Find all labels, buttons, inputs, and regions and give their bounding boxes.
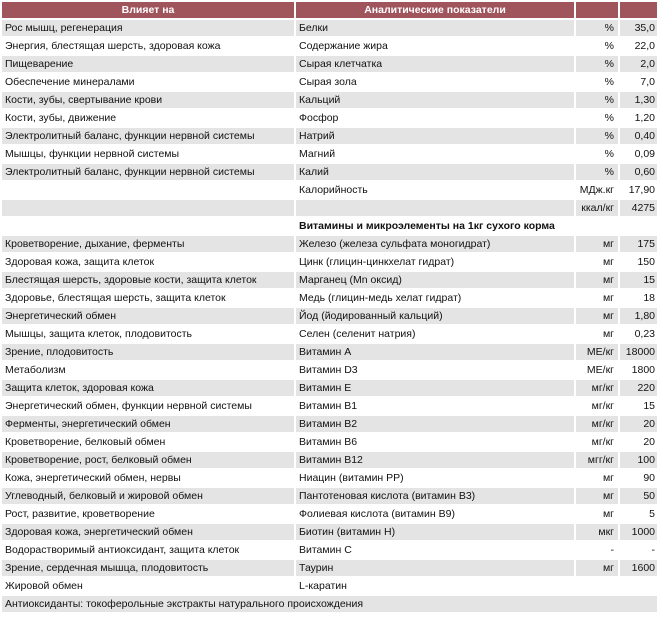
unit-cell: % [576, 20, 618, 36]
table-row [2, 542, 657, 558]
value-cell: 220 [620, 380, 657, 396]
unit-cell: % [576, 146, 618, 162]
unit-cell: мкг [576, 524, 618, 540]
empty-cell [296, 200, 574, 216]
indicator-cell: Витамин D3 [296, 362, 574, 378]
unit-cell: мг [576, 272, 618, 288]
unit-cell: % [576, 38, 618, 54]
table-body [2, 20, 657, 612]
affects-cell: Ферменты, энергетический обмен [2, 416, 294, 432]
value-cell: 35,0 [620, 20, 657, 36]
value-cell: 150 [620, 254, 657, 270]
affects-cell: Электролитный баланс, функции нервной системы [2, 128, 294, 144]
unit-cell: мг [576, 308, 618, 324]
empty-cell [2, 218, 294, 234]
indicator-cell: Витамин С [296, 542, 574, 558]
affects-cell: Здоровье, блестящая шерсть, защита клеток [2, 290, 294, 306]
indicator-cell: Фолиевая кислота (витамин В9) [296, 506, 574, 522]
table-row [2, 488, 657, 504]
table-row [2, 254, 657, 270]
unit-cell: % [576, 164, 618, 180]
indicator-cell: Пантотеновая кислота (витамин В3) [296, 488, 574, 504]
unit-cell: % [576, 56, 618, 72]
indicator-cell: Таурин [296, 560, 574, 576]
unit-cell: % [576, 110, 618, 126]
value-cell: 5 [620, 506, 657, 522]
table-row [2, 56, 657, 72]
value-cell: 15 [620, 272, 657, 288]
unit-cell: мгг/кг [576, 452, 618, 468]
unit-cell: мг/кг [576, 398, 618, 414]
table-row [2, 470, 657, 486]
value-cell: 18 [620, 290, 657, 306]
affects-cell: Кроветворение, дыхание, ферменты [2, 236, 294, 252]
indicator-cell: Фосфор [296, 110, 574, 126]
energy-value-mj: 17,90 [620, 182, 657, 198]
table-row [2, 290, 657, 306]
affects-cell: Метаболизм [2, 362, 294, 378]
table-row [2, 236, 657, 252]
empty-cell [2, 200, 294, 216]
table-row [2, 38, 657, 54]
indicator-cell: Витамин Е [296, 380, 574, 396]
value-cell: 1,80 [620, 308, 657, 324]
affects-cell: Водорастворимый антиоксидант, защита клеток [2, 542, 294, 558]
indicator-cell: Селен (селенит натрия) [296, 326, 574, 342]
affects-cell: Здоровая кожа, энергетический обмен [2, 524, 294, 540]
indicator-cell: Натрий [296, 128, 574, 144]
value-cell: 50 [620, 488, 657, 504]
unit-cell: мг [576, 236, 618, 252]
value-cell: 90 [620, 470, 657, 486]
value-cell: 1,20 [620, 110, 657, 126]
value-cell: 7,0 [620, 74, 657, 90]
energy-value-kcal: 4275 [620, 200, 657, 216]
indicator-cell: Железо (железа сульфата моногидрат) [296, 236, 574, 252]
indicator-cell: Йод (йодированный кальций) [296, 308, 574, 324]
energy-unit-kcal: ккал/кг [576, 200, 618, 216]
header-analytics: Аналитические показатели [296, 2, 574, 18]
energy-row [2, 200, 657, 216]
table-row [2, 74, 657, 90]
table-row [2, 92, 657, 108]
indicator-cell: Витамин В2 [296, 416, 574, 432]
footer-note: Антиоксиданты: токоферольные экстракты натурального происхождения [2, 596, 657, 612]
affects-cell: Рос мышц, регенерация [2, 20, 294, 36]
affects-cell: Кроветворение, белковый обмен [2, 434, 294, 450]
value-cell: 0,60 [620, 164, 657, 180]
empty-cell [2, 182, 294, 198]
unit-cell: мг/кг [576, 434, 618, 450]
value-cell [620, 578, 657, 594]
unit-cell: мг [576, 560, 618, 576]
value-cell: 175 [620, 236, 657, 252]
affects-cell: Пищеварение [2, 56, 294, 72]
table-row [2, 506, 657, 522]
table-row [2, 128, 657, 144]
section-row [2, 218, 657, 234]
table-row [2, 20, 657, 36]
indicator-cell: Витамин В6 [296, 434, 574, 450]
affects-cell: Энергия, блестящая шерсть, здоровая кожа [2, 38, 294, 54]
value-cell: 100 [620, 452, 657, 468]
indicator-cell: Калий [296, 164, 574, 180]
indicator-cell: L-каратин [296, 578, 574, 594]
footer-row [2, 596, 657, 612]
indicator-cell: Ниацин (витамин РР) [296, 470, 574, 486]
value-cell: 1000 [620, 524, 657, 540]
indicator-cell: Медь (глицин-медь хелат гидрат) [296, 290, 574, 306]
affects-cell: Энергетический обмен [2, 308, 294, 324]
table-row [2, 146, 657, 162]
indicator-cell: Сырая зола [296, 74, 574, 90]
affects-cell: Мышцы, функции нервной системы [2, 146, 294, 162]
affects-cell: Зрение, плодовитость [2, 344, 294, 360]
table-row [2, 380, 657, 396]
value-cell: 0,40 [620, 128, 657, 144]
unit-cell: мг [576, 290, 618, 306]
value-cell: 2,0 [620, 56, 657, 72]
table-header-row [2, 2, 657, 18]
unit-cell [576, 578, 618, 594]
unit-cell: мг [576, 470, 618, 486]
affects-cell: Кожа, энергетический обмен, нервы [2, 470, 294, 486]
indicator-cell: Кальций [296, 92, 574, 108]
affects-cell: Защита клеток, здоровая кожа [2, 380, 294, 396]
indicator-cell: Витамин В12 [296, 452, 574, 468]
affects-cell: Мышцы, защита клеток, плодовитость [2, 326, 294, 342]
value-cell: 0,09 [620, 146, 657, 162]
value-cell: 20 [620, 416, 657, 432]
unit-cell: % [576, 74, 618, 90]
table-row [2, 272, 657, 288]
unit-cell: мг [576, 254, 618, 270]
unit-cell: МЕ/кг [576, 344, 618, 360]
energy-label: Калорийность [296, 182, 574, 198]
energy-row [2, 182, 657, 198]
indicator-cell: Содержание жира [296, 38, 574, 54]
value-cell: 18000 [620, 344, 657, 360]
table-row [2, 326, 657, 342]
table-row [2, 560, 657, 576]
table-row [2, 362, 657, 378]
unit-cell: МЕ/кг [576, 362, 618, 378]
unit-cell: мг [576, 506, 618, 522]
indicator-cell: Марганец (Mn оксид) [296, 272, 574, 288]
table-row [2, 452, 657, 468]
value-cell: 15 [620, 398, 657, 414]
indicator-cell: Белки [296, 20, 574, 36]
affects-cell: Рост, развитие, кроветворение [2, 506, 294, 522]
affects-cell: Зрение, сердечная мышца, плодовитость [2, 560, 294, 576]
affects-cell: Жировой обмен [2, 578, 294, 594]
header-unit [576, 2, 618, 18]
table-row [2, 110, 657, 126]
unit-cell: мг [576, 326, 618, 342]
affects-cell: Блестящая шерсть, здоровые кости, защита клеток [2, 272, 294, 288]
table-row [2, 524, 657, 540]
table-row [2, 578, 657, 594]
indicator-cell: Биотин (витамин Н) [296, 524, 574, 540]
table-row [2, 398, 657, 414]
value-cell: - [620, 542, 657, 558]
unit-cell: % [576, 128, 618, 144]
affects-cell: Кости, зубы, движение [2, 110, 294, 126]
header-affects: Влияет на [2, 2, 294, 18]
value-cell: 1600 [620, 560, 657, 576]
unit-cell: мг/кг [576, 416, 618, 432]
affects-cell: Электролитный баланс, функции нервной системы [2, 164, 294, 180]
indicator-cell: Витамин В1 [296, 398, 574, 414]
affects-cell: Здоровая кожа, защита клеток [2, 254, 294, 270]
indicator-cell: Магний [296, 146, 574, 162]
section-title: Витамины и микроэлементы на 1кг сухого корма [296, 218, 657, 234]
unit-cell: - [576, 542, 618, 558]
affects-cell: Энергетический обмен, функции нервной системы [2, 398, 294, 414]
table-row [2, 308, 657, 324]
affects-cell: Обеспечение минералами [2, 74, 294, 90]
value-cell: 0,23 [620, 326, 657, 342]
affects-cell: Углеводный, белковый и жировой обмен [2, 488, 294, 504]
table-row [2, 434, 657, 450]
indicator-cell: Сырая клетчатка [296, 56, 574, 72]
table-row [2, 416, 657, 432]
value-cell: 1,30 [620, 92, 657, 108]
value-cell: 1800 [620, 362, 657, 378]
indicator-cell: Цинк (глицин-цинкхелат гидрат) [296, 254, 574, 270]
indicator-cell: Витамин А [296, 344, 574, 360]
unit-cell: мг [576, 488, 618, 504]
unit-cell: % [576, 92, 618, 108]
table-row [2, 344, 657, 360]
affects-cell: Кроветворение, рост, белковый обмен [2, 452, 294, 468]
unit-cell: мг/кг [576, 380, 618, 396]
energy-unit-mj: МДж.кг [576, 182, 618, 198]
value-cell: 20 [620, 434, 657, 450]
value-cell: 22,0 [620, 38, 657, 54]
affects-cell: Кости, зубы, свертывание крови [2, 92, 294, 108]
header-value [620, 2, 657, 18]
table-row [2, 164, 657, 180]
